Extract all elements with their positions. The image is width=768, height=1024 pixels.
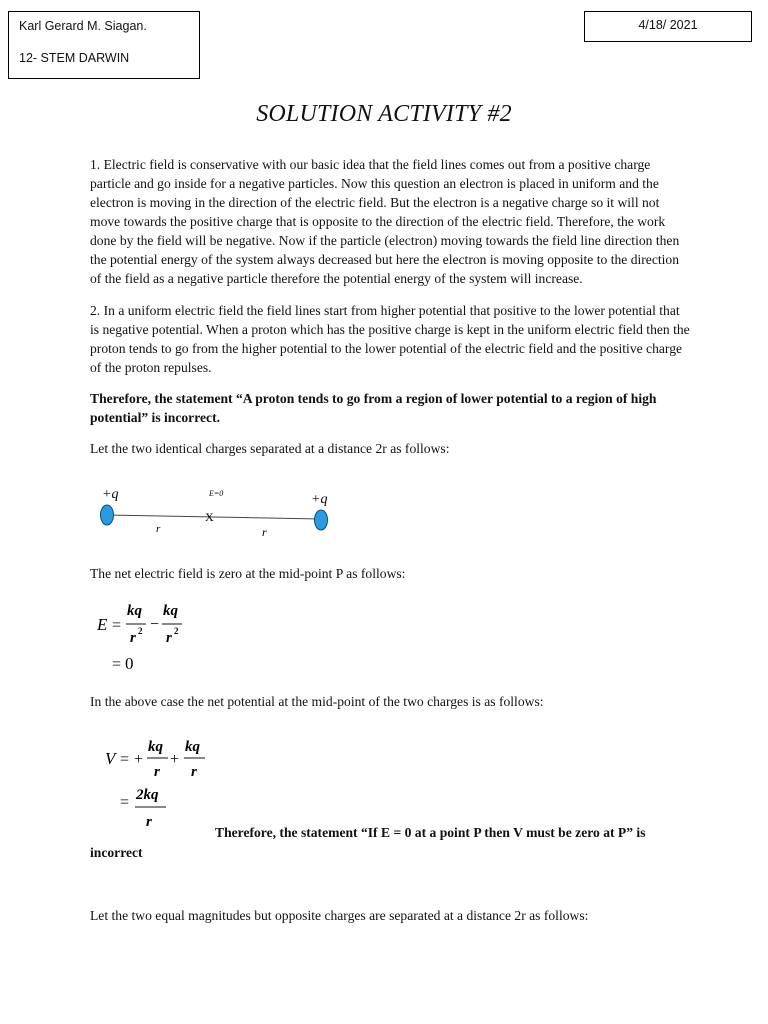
- right-distance-label: r: [262, 525, 267, 539]
- potential-formula: [100, 733, 220, 833]
- paragraph-5: The net electric field is zero at the mid-point P as follows:: [90, 566, 406, 581]
- left-distance-label: r: [156, 523, 161, 535]
- formula-v-equals-2: =: [120, 794, 130, 811]
- paragraph-1: 1. Electric field is conservative with our basic idea that the field lines comes out from a positive charge particle and go inside for a negative particles. Now this question an electron is placed in uniform and the electron is moving in the direction of the electric field. But the electron is a negative charge so it will not move towards the positive charge that is opposite to the direction of the electric field. Therefore, the work done by the field will be negative. Now if the particle (electron) moving towards the field line direction then the potential energy of the system always decreased but here the electron is moving opposite to the direction of the field as a negative particle therefore the potential energy of the system will increase.: [90, 157, 680, 286]
- charge-diagram: [90, 478, 350, 548]
- formula-e-result: 0: [125, 654, 134, 673]
- electric-field-formula: [92, 598, 202, 678]
- formula-v-denominator-1: r: [154, 764, 160, 780]
- paragraph-2: 2. In a uniform electric field the field lines start from higher potential that positive to the lower potential that is negative potential. When a proton which has the positive charge is kept in the uniform electric field then the proton tends to go from the higher potential to the lower potential of the electric field and the positive charge of the proton repulses.: [90, 303, 690, 375]
- paragraph-4: Let the two identical charges separated at a distance 2r as follows:: [90, 441, 450, 456]
- student-info-box: [8, 11, 200, 79]
- formula-e-equals: =: [112, 617, 122, 634]
- formula-e-exponent-1: 2: [138, 626, 143, 636]
- midpoint-marker: X: [205, 510, 214, 524]
- formula-v-equals: =: [120, 751, 130, 768]
- formula-v-numerator-3: 2kq: [136, 787, 159, 803]
- date-box: [584, 11, 752, 42]
- paragraph-8: Let the two equal magnitudes but opposite charges are separated at a distance 2r as follows:: [90, 908, 589, 923]
- charge-separation-line: [107, 515, 321, 519]
- right-charge-label: +q: [311, 492, 328, 507]
- formula-e-denominator-1: r: [130, 630, 136, 646]
- formula-v-denominator-2: r: [191, 764, 197, 780]
- midpoint-field-label: E=0: [209, 489, 224, 498]
- formula-e-exponent-2: 2: [174, 626, 179, 636]
- formula-e-equals-2: =: [112, 656, 122, 673]
- formula-v-plus-2: +: [170, 751, 180, 768]
- student-section: 12- STEM DARWIN: [19, 51, 130, 65]
- formula-e-denominator-2: r: [166, 630, 172, 646]
- student-name: Karl Gerard M. Siagan.: [19, 19, 147, 33]
- formula-v-lhs: V: [105, 749, 116, 768]
- formula-e-numerator-2: kq: [163, 603, 178, 619]
- formula-v-denominator-3: r: [146, 814, 152, 830]
- formula-v-plus-1: +: [134, 751, 144, 768]
- paragraph-6: In the above case the net potential at the mid-point of the two charges is as follows:: [90, 694, 544, 709]
- paragraph-7-conclusion-end: incorrect: [90, 845, 143, 860]
- left-charge-circle: [101, 505, 114, 525]
- right-charge-circle: [315, 510, 328, 530]
- page-title: SOLUTION ACTIVITY #2: [256, 101, 512, 127]
- formula-v-numerator-2: kq: [185, 739, 200, 755]
- formula-e-lhs: E: [97, 615, 108, 634]
- left-charge-label: +q: [102, 487, 119, 502]
- paragraph-3-conclusion: Therefore, the statement “A proton tends to go from a region of lower potential to a region of high potential” is incorrect.: [90, 391, 657, 425]
- formula-e-numerator-1: kq: [127, 603, 142, 619]
- date-text: 4/18/ 2021: [638, 18, 698, 32]
- formula-e-minus: −: [150, 616, 160, 633]
- paragraph-7-conclusion: Therefore, the statement “If E = 0 at a point P then V must be zero at P” is: [215, 825, 646, 840]
- formula-v-numerator-1: kq: [148, 739, 163, 755]
